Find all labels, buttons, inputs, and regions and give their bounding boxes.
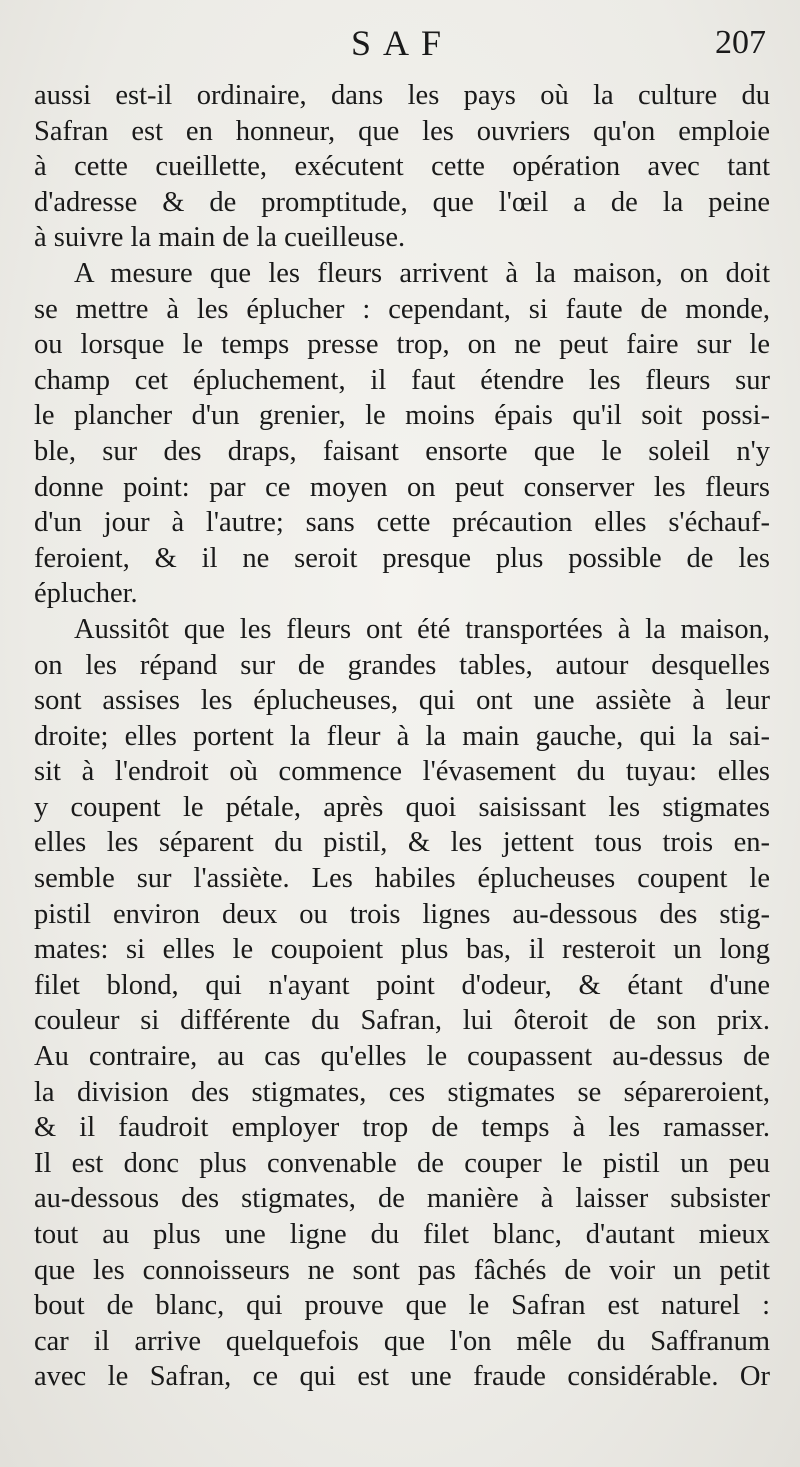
text-line: le plancher d'un grenier, le moins épais qu'il soit possi-	[34, 400, 770, 432]
paragraph	[34, 256, 770, 612]
text-line: droite; elles portent la fleur à la main gauche, qui la sai-	[34, 720, 770, 752]
body-text	[34, 78, 770, 1395]
text-line: la division des stigmates, ces stigmates se sépareroient,	[34, 1076, 770, 1108]
text-line: d'un jour à l'autre; sans cette précaution elles s'échauf-	[34, 507, 770, 539]
text-line: avec le Safran, ce qui est une fraude considérable. Or	[34, 1361, 770, 1393]
paragraph	[34, 612, 770, 1395]
text-line: Il est donc plus convenable de couper le pistil un peu	[34, 1147, 770, 1179]
text-line: semble sur l'assiète. Les habiles éplucheuses coupent le	[34, 863, 770, 895]
text-line: Au contraire, au cas qu'elles le coupassent au-dessus de	[34, 1041, 770, 1073]
text-line: car il arrive quelquefois que l'on mêle du Saffranum	[34, 1325, 770, 1357]
text-line: Aussitôt que les fleurs ont été transportées à la maison,	[74, 613, 770, 645]
text-line: pistil environ deux ou trois lignes au-dessous des stig-	[34, 898, 770, 930]
text-line: elles les séparent du pistil, & les jettent tous trois en-	[34, 827, 770, 859]
text-line: bout de blanc, qui prouve que le Safran est naturel :	[34, 1290, 770, 1322]
text-line: y coupent le pétale, après quoi saisissant les stigmates	[34, 791, 770, 823]
text-line: on les répand sur de grandes tables, autour desquelles	[34, 649, 770, 681]
text-line: aussi est-il ordinaire, dans les pays où la culture du	[34, 80, 770, 111]
text-line: A mesure que les fleurs arrivent à la maison, on doit	[74, 257, 770, 289]
text-line: mates: si elles le coupoient plus bas, il resteroit un long	[34, 934, 770, 966]
text-line: à suivre la main de la cueilleuse.	[34, 222, 406, 254]
text-line: couleur si différente du Safran, lui ôteroit de son prix.	[34, 1005, 770, 1037]
text-line: Safran est en honneur, que les ouvriers qu'on emploie	[34, 115, 770, 147]
text-line: éplucher.	[34, 578, 138, 610]
text-line: à cette cueillette, exécutent cette opération avec tant	[34, 151, 770, 183]
paragraph	[34, 78, 770, 256]
text-line: sont assises les éplucheuses, qui ont une assiète à leur	[34, 685, 770, 717]
running-head	[34, 22, 770, 78]
page-number: 207	[715, 24, 766, 61]
text-line: feroient, & il ne seroit presque plus possible de les	[34, 542, 770, 574]
text-line: sit à l'endroit où commence l'évasement du tuyau: elles	[34, 756, 770, 788]
text-line: tout au plus une ligne du filet blanc, d'autant mieux	[34, 1219, 770, 1250]
text-line: filet blond, qui n'ayant point d'odeur, & étant d'une	[34, 969, 770, 1001]
text-line: ou lorsque le temps presse trop, on ne peut faire sur le	[34, 329, 770, 361]
text-line: d'adresse & de promptitude, que l'œil a de la peine	[34, 186, 770, 218]
text-line: & il faudroit employer trop de temps à les ramasser.	[34, 1112, 770, 1144]
text-line: se mettre à les éplucher : cependant, si faute de monde,	[34, 293, 770, 325]
text-line: ble, sur des draps, faisant ensorte que le soleil n'y	[34, 435, 770, 467]
text-line: donne point: par ce moyen on peut conserver les fleurs	[34, 471, 770, 503]
text-line: au-dessous des stigmates, de manière à laisser subsister	[34, 1183, 770, 1215]
text-line: que les connoisseurs ne sont pas fâchés de voir un petit	[34, 1254, 770, 1286]
running-title: SAF	[350, 23, 454, 63]
text-line: champ cet épluchement, il faut étendre les fleurs sur	[34, 364, 770, 396]
